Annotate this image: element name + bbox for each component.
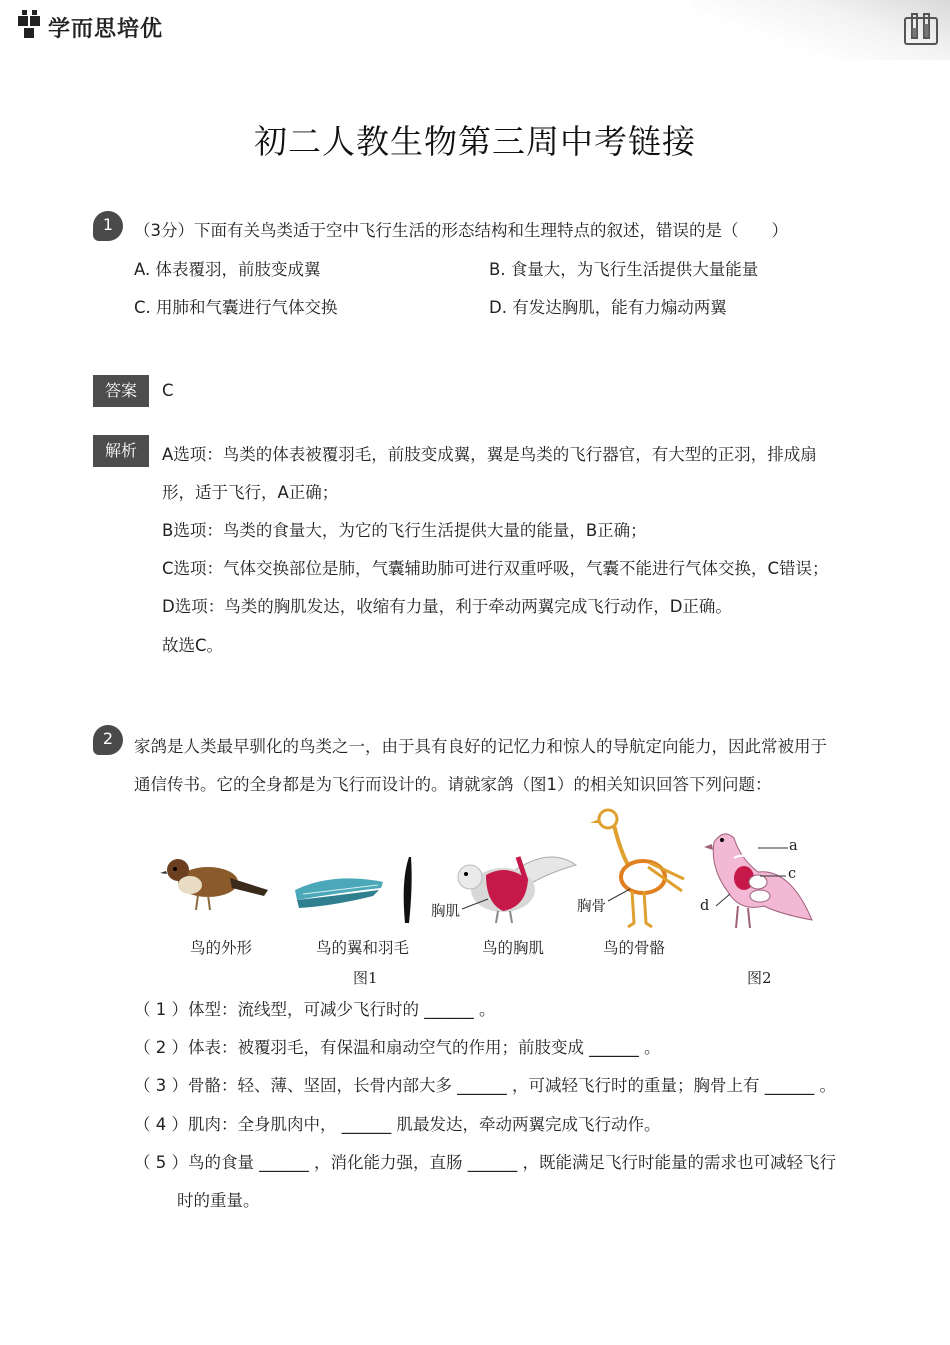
figure-caption: 鸟的翼和羽毛 bbox=[316, 939, 410, 957]
figure-1-label: 图1 bbox=[353, 969, 378, 987]
analysis-line: D选项：鸟类的胸肌发达，收缩有力量，利于牵动两翼完成飞行动作，D正确。 bbox=[162, 597, 732, 616]
figure-caption: 鸟的外形 bbox=[190, 939, 253, 957]
figure-2-label: 图2 bbox=[747, 969, 772, 987]
figure-caption: 鸟的胸肌 bbox=[482, 939, 545, 957]
option-d: D. 有发达胸肌，能有力煽动两翼 bbox=[489, 298, 727, 317]
brand-name: 学而思培优 bbox=[48, 16, 164, 42]
pointer-label-chest-muscle: 胸肌 bbox=[431, 904, 460, 920]
pointer-line bbox=[604, 885, 634, 905]
question-stem: 家鸽是人类最早驯化的鸟类之一，由于具有良好的记忆力和惊人的导航定向能力，因此常被用于 bbox=[134, 737, 827, 756]
analysis-line: A选项：鸟类的体表被覆羽毛，前肢变成翼，翼是鸟类的飞行器官，有大型的正羽，排成扇 bbox=[162, 445, 817, 464]
option-a: A. 体表覆羽，前肢变成翼 bbox=[134, 260, 321, 279]
pointer-label-keel: 胸骨 bbox=[577, 899, 606, 915]
brand-logo bbox=[18, 10, 163, 44]
sub-question: （ 5 ）鸟的食量 ______ ，消化能力强，直肠 ______ ，既能满足飞行时能量的需求也可减轻飞行 bbox=[134, 1153, 836, 1172]
figure-caption: 鸟的骨骼 bbox=[603, 939, 666, 957]
sub-question: （ 4 ）肌肉：全身肌肉中， ______ 肌最发达，牵动两翼完成飞行动作。 bbox=[134, 1115, 661, 1134]
sub-question: （ 2 ）体表：被覆羽毛，有保温和扇动空气的作用；前肢变成 ______ 。 bbox=[134, 1038, 661, 1057]
sub-question: （ 1 ）体型：流线型，可减少飞行时的 ______ 。 bbox=[134, 1000, 496, 1019]
option-c: C. 用肺和气囊进行气体交换 bbox=[134, 298, 338, 317]
analysis-line: C选项：气体交换部位是肺，气囊辅助肺可进行双重呼吸，气囊不能进行气体交换，C错误； bbox=[162, 559, 829, 578]
feather-illustration bbox=[397, 855, 417, 925]
pigeon-anatomy-diagram bbox=[700, 828, 820, 938]
answer-value: C bbox=[162, 381, 174, 400]
fig2-letter-a: a bbox=[789, 838, 798, 854]
sub-question: （ 3 ）骨骼：轻、薄、坚固，长骨内部大多 ______ ，可减轻飞行时的重量；胸骨上有 ______ 。 bbox=[134, 1076, 836, 1095]
wing-illustration bbox=[293, 870, 385, 915]
xueersi-logo-icon bbox=[18, 10, 44, 44]
pointer-line bbox=[460, 895, 490, 915]
analysis-line: 故选C。 bbox=[162, 636, 224, 655]
sparrow-illustration bbox=[160, 850, 270, 915]
page-title: 初二人教生物第三周中考链接 bbox=[254, 122, 696, 161]
answer-label: 答案 bbox=[93, 375, 149, 407]
sub-question-continuation: 时的重量。 bbox=[177, 1191, 260, 1210]
analysis-line: B选项：鸟类的食量大，为它的飞行生活提供大量的能量，B正确； bbox=[162, 521, 647, 540]
question-number-badge: 2 bbox=[93, 725, 123, 755]
analysis-line: 形，适于飞行，A正确； bbox=[162, 483, 339, 502]
question-stem: （3分）下面有关鸟类适于空中飞行生活的形态结构和生理特点的叙述，错误的是（ ） bbox=[134, 221, 788, 240]
option-b: B. 食量大，为飞行生活提供大量能量 bbox=[489, 260, 759, 279]
analysis-label: 解析 bbox=[93, 435, 149, 467]
fig2-letter-c: c bbox=[788, 866, 797, 882]
question-number-badge: 1 bbox=[93, 211, 123, 241]
question-stem: 通信传书。它的全身都是为飞行而设计的。请就家鸽（图1）的相关知识回答下列问题： bbox=[134, 775, 772, 794]
lab-flask-icon bbox=[904, 12, 938, 46]
fig2-letter-d: d bbox=[700, 898, 710, 914]
